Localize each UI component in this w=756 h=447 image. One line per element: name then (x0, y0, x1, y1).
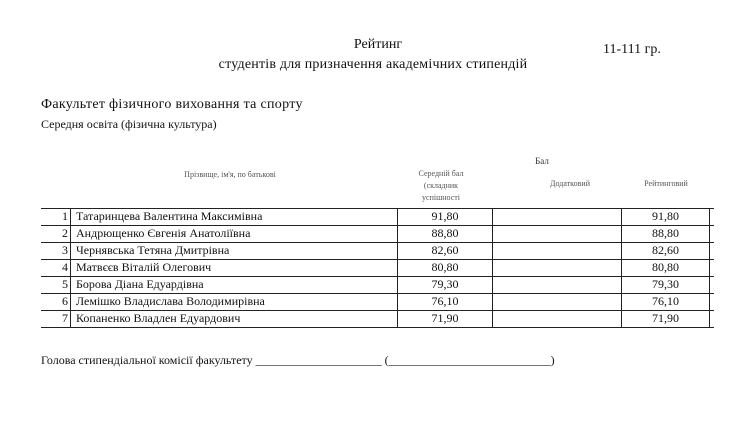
additional-score (493, 242, 621, 259)
student-name: Борова Діана Едуардівна (76, 277, 204, 291)
program-name: Середня освіта (фізична культура) (41, 117, 217, 131)
row-number: 5 (62, 277, 68, 291)
average-score: 76,10 (431, 294, 459, 308)
document-subtitle: студентів для призначення академічних стипендій (218, 57, 528, 72)
row-number: 7 (62, 311, 68, 325)
header-score-group: Бал (535, 156, 549, 166)
row-number: 1 (62, 209, 68, 223)
header-additional-score: Додатковий (550, 179, 590, 188)
row-number: 3 (62, 243, 68, 257)
average-score: 71,90 (431, 311, 459, 325)
student-name: Чернявська Тетяна Дмитрівна (76, 243, 230, 257)
additional-score (493, 310, 621, 327)
student-name: Копаненко Владлен Едуардович (76, 311, 241, 325)
rating-score: 71,90 (652, 311, 679, 325)
rating-score: 88,80 (652, 226, 679, 240)
rating-score: 91,80 (652, 209, 679, 223)
student-name: Матвєєв Віталій Олегович (76, 260, 212, 274)
additional-score (493, 276, 621, 293)
student-name: Лемішко Владислава Володимирівна (76, 294, 265, 308)
faculty-name: Факультет фізичного виховання та спорту (41, 97, 303, 112)
average-score: 80,80 (431, 260, 459, 274)
row-number: 4 (62, 260, 68, 274)
row-number: 2 (62, 226, 68, 240)
additional-score (493, 259, 621, 276)
average-score: 88,80 (431, 226, 459, 240)
header-average-line1: Середній бал (418, 169, 464, 178)
header-full-name: Прізвище, ім'я, по батькові (184, 170, 276, 179)
group-label: 11-111 гр. (603, 42, 661, 57)
average-score: 82,60 (431, 243, 459, 257)
additional-score (493, 293, 621, 310)
student-name: Андрющенко Євгенія Анатоліївна (76, 226, 251, 240)
rating-score: 76,10 (652, 294, 679, 308)
header-average-line2: (складник (423, 181, 459, 190)
rating-score: 79,30 (652, 277, 679, 291)
additional-score (493, 225, 621, 242)
header-average-line3: успішності (422, 193, 460, 202)
average-score: 79,30 (431, 277, 459, 291)
additional-score (493, 208, 621, 225)
rating-score: 80,80 (652, 260, 679, 274)
rating-score: 82,60 (652, 243, 679, 257)
document-title: Рейтинг (353, 37, 403, 52)
average-score: 91,80 (431, 209, 459, 223)
row-number: 6 (62, 294, 68, 308)
student-name: Татаринцева Валентина Максимівна (76, 209, 263, 223)
signature-line: Голова стипендіальної комісії факультету _____________________ (___________________________) (41, 353, 555, 367)
header-rating-score: Рейтинговий (644, 179, 688, 188)
